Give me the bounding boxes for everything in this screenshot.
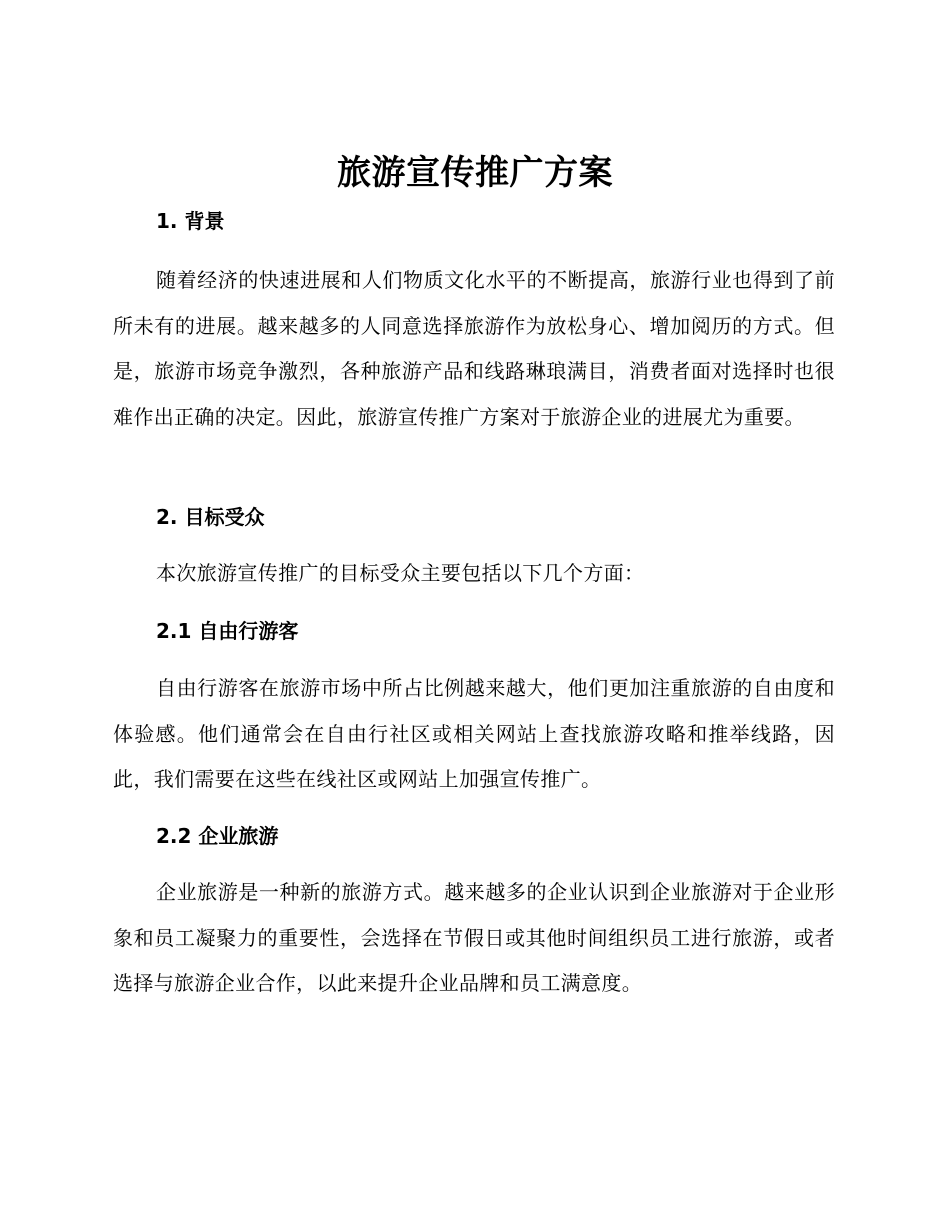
- section-paragraph-target-audience: 本次旅游宣传推广的目标受众主要包括以下几个方面：: [156, 561, 645, 585]
- section-heading-background: 1. 背景: [156, 209, 225, 233]
- section-paragraph-background: 随着经济的快速进展和人们物质文化水平的不断提高，旅游行业也得到了前所未有的进展。越来越多的人同意选择旅游作为放松身心、增加阅历的方式。但是，旅游市场竞争激烈，各种旅游产品和线路琳琅满目，消费者面对选择时也很难作出正确的决定。因此，旅游宣传推广方案对于旅游企业的进展尤为重要。: [113, 268, 835, 429]
- section-heading-independent-travelers: 2.1 自由行游客: [156, 619, 299, 643]
- section-paragraph-corporate-travel: 企业旅游是一种新的旅游方式。越来越多的企业认识到企业旅游对于企业形象和员工凝聚力的重要性，会选择在节假日或其他时间组织员工进行旅游，或者选择与旅游企业合作，以此来提升企业品牌和员工满意度。: [113, 880, 835, 995]
- section-heading-corporate-travel: 2.2 企业旅游: [156, 824, 279, 848]
- section-heading-target-audience: 2. 目标受众: [156, 505, 265, 529]
- document-title: 旅游宣传推广方案: [337, 153, 613, 193]
- section-paragraph-independent-travelers: 自由行游客在旅游市场中所占比例越来越大，他们更加注重旅游的自由度和体验感。他们通常会在自由行社区或相关网站上查找旅游攻略和推举线路，因此，我们需要在这些在线社区或网站上加强宣传推广。: [113, 676, 835, 791]
